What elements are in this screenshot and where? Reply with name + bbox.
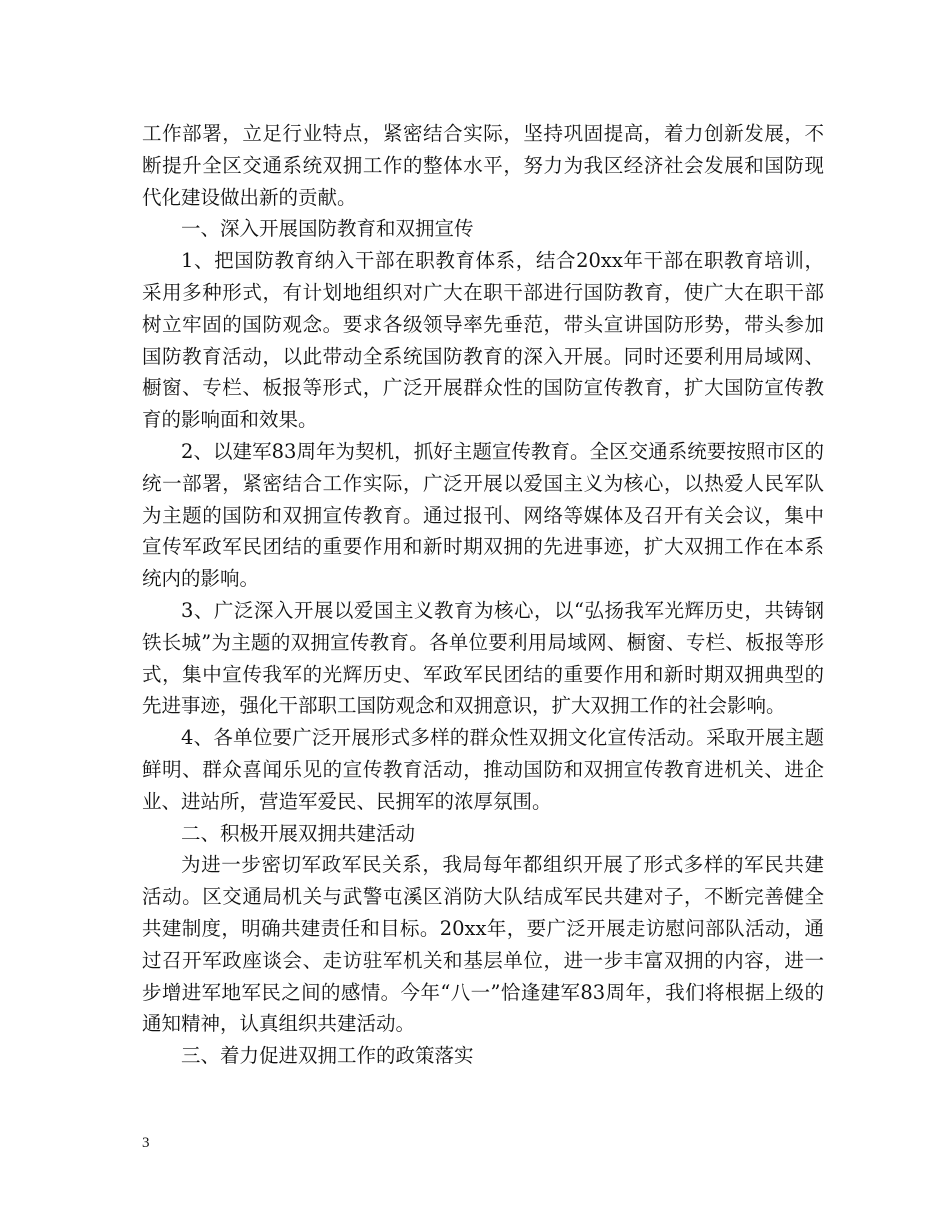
paragraph: 4、各单位要广泛开展形式多样的群众性双拥文化宣传活动。采取开展主题鲜明、群众喜闻乐见的宣传教育活动，推动国防和双拥宣传教育进机关、进企业、进站所，营造军爱民、民拥军的浓厚氛围。 — [142, 726, 824, 813]
page-number: 3 — [142, 1135, 150, 1151]
paragraph: 2、以建军83周年为契机，抓好主题宣传教育。全区交通系统要按照市区的统一部署，紧密结合工作实际，广泛开展以爱国主义为核心，以热爱人民军队为主题的国防和双拥宣传教育。通过报刊、网络等媒体及召开有关会议，集中宣传军政军民团结的重要作用和新时期双拥的先进事迹，扩大双拥工作在本系统内的影响。 — [142, 439, 824, 591]
paragraph: 二、积极开展双拥共建活动 — [181, 821, 416, 845]
paragraph: 为进一步密切军政军民关系，我局每年都组织开展了形式多样的军民共建活动。区交通局机关与武警屯溪区消防大队结成军民共建对子，不断完善健全共建制度，明确共建责任和目标。20xx年，要广泛开展走访慰问部队活动，通过召开军政座谈会、走访驻军机关和基层单位，进一步丰富双拥的内容，进一步增进军地军民之间的感情。今年“八一”恰逢建军83周年，我们将根据上级的通知精神，认真组织共建活动。 — [142, 853, 824, 1036]
paragraph: 三、着力促进双拥工作的政策落实 — [181, 1044, 474, 1068]
paragraph: 一、深入开展国防教育和双拥宣传 — [181, 217, 474, 241]
document-body — [142, 118, 824, 1072]
paragraph: 工作部署，立足行业特点，紧密结合实际，坚持巩固提高，着力创新发展，不断提升全区交通系统双拥工作的整体水平，努力为我区经济社会发展和国防现代化建设做出新的贡献。 — [142, 122, 824, 209]
paragraph: 3、广泛深入开展以爱国主义教育为核心，以“弘扬我军光辉历史，共铸钢铁长城”为主题的双拥宣传教育。各单位要利用局域网、橱窗、专栏、板报等形式，集中宣传我军的光辉历史、军政军民团结的重要作用和新时期双拥典型的先进事迹，强化干部职工国防观念和双拥意识，扩大双拥工作的社会影响。 — [142, 598, 824, 718]
paragraph: 1、把国防教育纳入干部在职教育体系，结合20xx年干部在职教育培训，采用多种形式，有计划地组织对广大在职干部进行国防教育，使广大在职干部树立牢固的国防观念。要求各级领导率先垂范，带头宣讲国防形势，带头参加国防教育活动，以此带动全系统国防教育的深入开展。同时还要利用局域网、橱窗、专栏、板报等形式，广泛开展群众性的国防宣传教育，扩大国防宣传教育的影响面和效果。 — [142, 249, 824, 432]
